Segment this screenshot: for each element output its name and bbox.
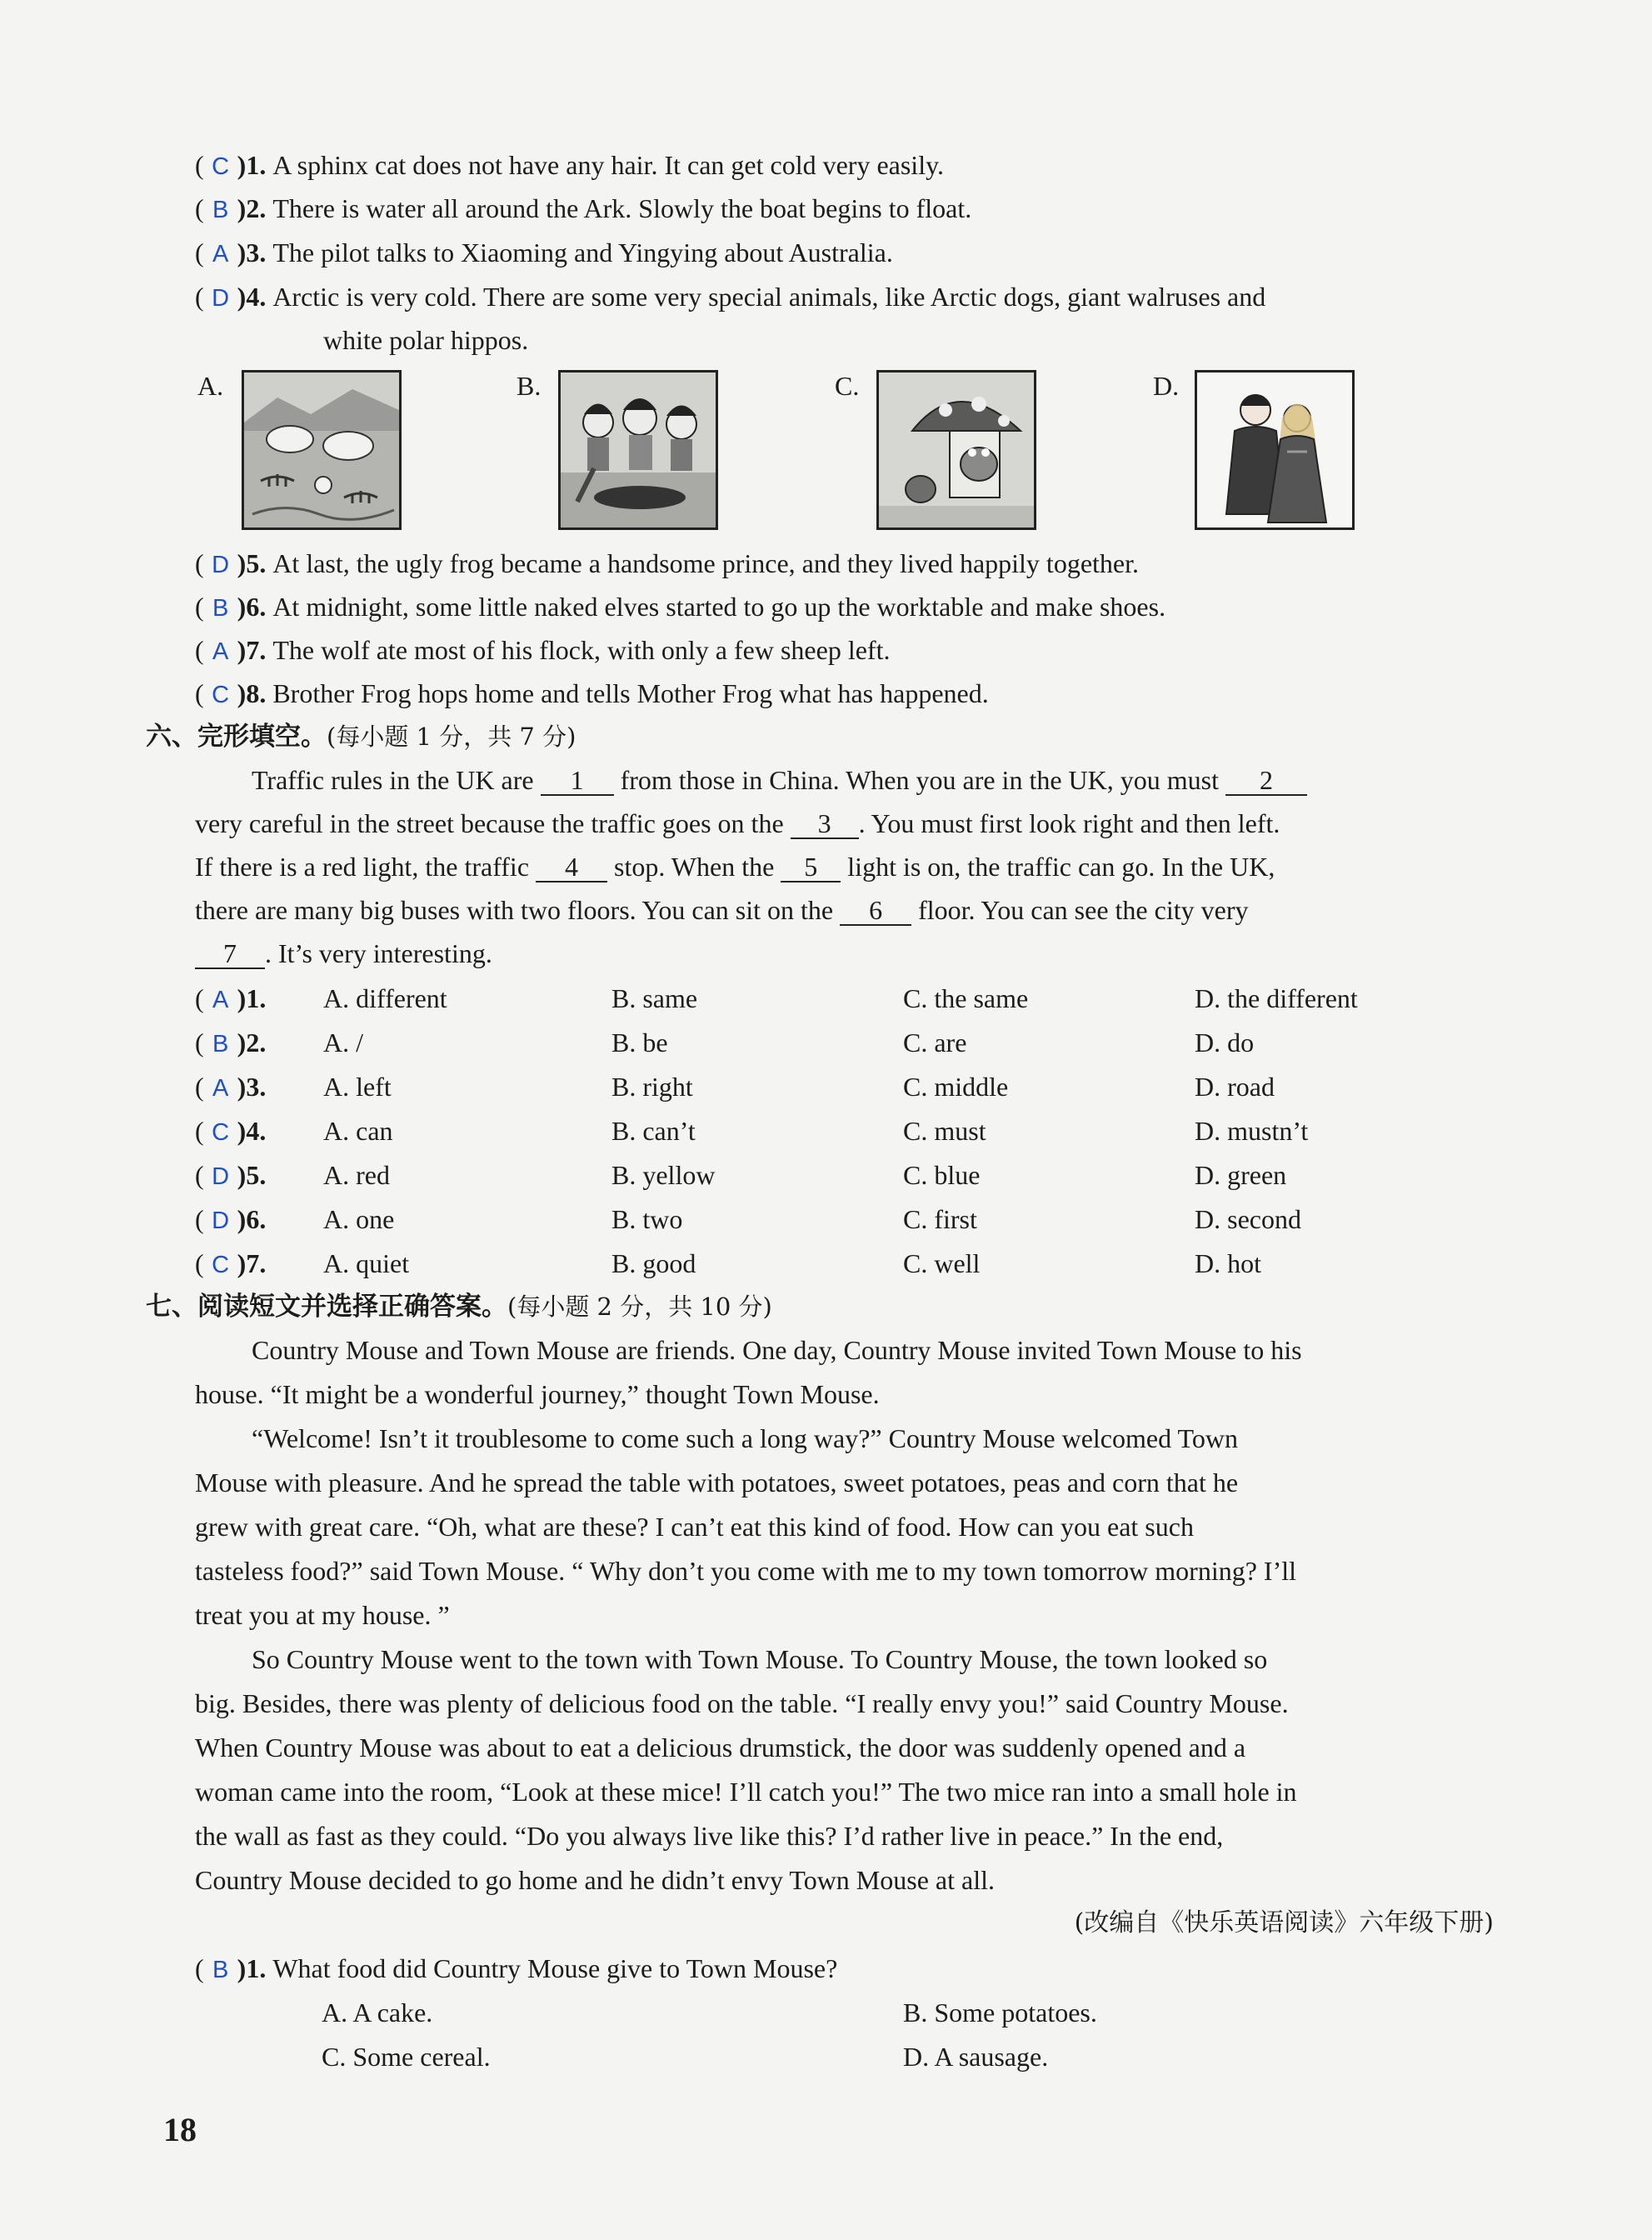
passage-line: the wall as fast as they could. “Do you always live like this? I’d rather live in peace.” In the end,: [195, 1821, 1224, 1851]
option-row: ( D )6.: [195, 1202, 266, 1238]
cloze-line: [252, 758, 1307, 802]
passage-line: Country Mouse and Town Mouse are friends. One day, Country Mouse invited Town Mouse to his: [252, 1335, 1302, 1365]
option-c: C. well: [903, 1248, 981, 1278]
passage-line: When Country Mouse was about to eat a delicious drumstick, the door was suddenly opened and a: [195, 1732, 1246, 1762]
picture-label: B.: [517, 371, 542, 401]
cloze-blank: 2: [1225, 766, 1307, 796]
question-row: ( D )5. At last, the ugly frog became a handsome prince, and they lived happily together.: [195, 547, 1139, 582]
answer-mark: C: [212, 1252, 230, 1278]
option-b: B. good: [611, 1248, 696, 1278]
question-number: )1.: [237, 1953, 267, 1983]
question-row: ( A )3. The pilot talks to Xiaoming and Yingying about Australia.: [195, 236, 893, 271]
option-c: C. middle: [903, 1072, 1009, 1102]
passage-text: from those in China. When you are in the UK, you must: [620, 765, 1219, 795]
option-row: ( C )7.: [195, 1247, 266, 1282]
answer-mark: D: [212, 1208, 230, 1234]
passage-line: house. “It might be a wonderful journey,” thought Town Mouse.: [195, 1379, 880, 1409]
passage-text: floor. You can see the city very: [918, 895, 1249, 925]
question-row: ( B )1. What food did Country Mouse give to Town Mouse?: [195, 1952, 837, 1987]
cloze-blank: 1: [541, 766, 614, 796]
sheep-skeletons-illustration-icon: [242, 370, 402, 530]
question-number: )5.: [237, 548, 267, 578]
option-c: C. first: [903, 1204, 977, 1234]
question-number: )3.: [237, 1072, 267, 1102]
option-b: B. Some potatoes.: [903, 1998, 1097, 2028]
passage-line: woman came into the room, “Look at these mice! I’ll catch you!” The two mice ran into a small hole in: [195, 1777, 1297, 1807]
option-b: B. can’t: [611, 1116, 696, 1146]
question-text: At last, the ugly frog became a handsome prince, and they lived happily together.: [272, 548, 1139, 578]
option-b: B. be: [611, 1028, 668, 1058]
option-d: D. road: [1195, 1072, 1275, 1102]
question-text: Arctic is very cold. There are some very special animals, like Arctic dogs, giant walruses and: [272, 282, 1266, 312]
option-c: C. Some cereal.: [322, 2042, 491, 2072]
answer-mark: A: [212, 638, 229, 665]
section-heading: [146, 1290, 772, 1323]
answer-mark: D: [212, 285, 230, 312]
section-title: 六、完形填空。: [146, 722, 327, 752]
question-text: The pilot talks to Xiaoming and Yingying about Australia.: [272, 238, 893, 268]
cloze-line: [195, 802, 1280, 846]
question-number: )4.: [237, 1116, 267, 1146]
passage-text: . It’s very interesting.: [265, 938, 492, 968]
option-d: D. second: [1195, 1204, 1301, 1234]
passage-line: tasteless food?” said Town Mouse. “ Why don’t you come with me to my town tomorrow morning? I’ll: [195, 1556, 1296, 1586]
picture-label: A.: [197, 371, 224, 401]
passage-text: light is on, the traffic can go. In the UK,: [847, 852, 1275, 882]
passage-line: Mouse with pleasure. And he spread the table with potatoes, sweet potatoes, peas and corn that he: [195, 1468, 1239, 1498]
question-number: )6.: [237, 1204, 267, 1234]
section-note: (每小题 1 分，共 7 分): [327, 722, 576, 751]
section-heading: [146, 720, 576, 753]
answer-mark: C: [212, 153, 230, 180]
answer-mark: A: [212, 1075, 229, 1102]
cloze-line: [195, 932, 492, 976]
option-row: ( D )5.: [195, 1158, 266, 1193]
question-number: )4.: [237, 282, 267, 312]
option-a: A. quiet: [323, 1248, 410, 1278]
option-c: C. blue: [903, 1160, 981, 1190]
question-row: ( D )4. Arctic is very cold. There are some very special animals, like Arctic dogs, giant walruses and: [195, 280, 1265, 315]
option-a: A. red: [323, 1160, 390, 1190]
answer-mark: B: [212, 1957, 229, 1983]
option-b: B. two: [611, 1204, 683, 1234]
cloze-blank: 4: [536, 852, 607, 882]
passage-text: very careful in the street because the traffic goes on the: [195, 808, 784, 838]
option-c: C. must: [903, 1116, 986, 1146]
question-number: )2.: [237, 1028, 267, 1058]
passage-line: big. Besides, there was plenty of delicious food on the table. “I really envy you!” said Country Mouse.: [195, 1688, 1289, 1718]
option-a: A. different: [323, 983, 447, 1013]
prince-princess-illustration-icon: [1195, 370, 1355, 530]
question-number: )2.: [237, 193, 267, 223]
option-row: ( A )3.: [195, 1070, 266, 1105]
option-a: A. can: [323, 1116, 393, 1146]
passage-text: stop. When the: [614, 852, 775, 882]
passage-text: If there is a red light, the traffic: [195, 852, 530, 882]
option-row: ( B )2.: [195, 1026, 266, 1061]
answer-mark: A: [212, 241, 229, 268]
answer-mark: C: [212, 682, 230, 708]
answer-mark: A: [212, 987, 229, 1013]
passage-line: treat you at my house. ”: [195, 1600, 450, 1630]
question-text: The wolf ate most of his flock, with only a few sheep left.: [272, 635, 891, 665]
question-number: )5.: [237, 1160, 267, 1190]
cloze-blank: 5: [781, 852, 841, 882]
cloze-blank: 6: [840, 896, 911, 926]
cloze-blank: 3: [791, 809, 859, 839]
option-c: C. are: [903, 1028, 967, 1058]
picture-label: C.: [835, 371, 860, 401]
question-text: Brother Frog hops home and tells Mother Frog what has happened.: [272, 678, 989, 708]
question-row: ( B )6. At midnight, some little naked elves started to go up the worktable and make shoes.: [195, 590, 1165, 625]
question-number: )7.: [237, 635, 267, 665]
question-text: What food did Country Mouse give to Town Mouse?: [272, 1953, 838, 1983]
question-number: )6.: [237, 592, 267, 622]
option-a: A. one: [323, 1204, 395, 1234]
cloze-line: [195, 845, 1275, 889]
option-b: B. yellow: [611, 1160, 716, 1190]
question-row: ( C )8. Brother Frog hops home and tells Mother Frog what has happened.: [195, 677, 989, 712]
section-title: 七、阅读短文并选择正确答案。: [146, 1292, 507, 1322]
option-d: D. do: [1195, 1028, 1255, 1058]
question-number: )1.: [237, 983, 267, 1013]
passage-text: . You must first look right and then left.: [858, 808, 1280, 838]
option-row: ( C )4.: [195, 1114, 266, 1149]
question-row: ( C )1. A sphinx cat does not have any hair. It can get cold very easily.: [195, 148, 944, 183]
question-row: ( A )7. The wolf ate most of his flock, with only a few sheep left.: [195, 633, 890, 668]
question-text: There is water all around the Ark. Slowly the boat begins to float.: [272, 193, 972, 223]
option-d: D. A sausage.: [903, 2042, 1049, 2072]
option-b: B. right: [611, 1072, 693, 1102]
source-citation: (改编自《快乐英语阅读》六年级下册): [1074, 1908, 1494, 1938]
option-a: A. /: [323, 1028, 363, 1058]
answer-mark: D: [212, 552, 230, 578]
passage-line: So Country Mouse went to the town with Town Mouse. To Country Mouse, the town looked so: [252, 1644, 1268, 1674]
option-d: D. mustn’t: [1195, 1116, 1309, 1146]
picture-label: D.: [1153, 371, 1180, 401]
option-a: A. A cake.: [322, 1998, 433, 2028]
question-number: )7.: [237, 1248, 267, 1278]
question-number: )8.: [237, 678, 267, 708]
passage-text: there are many big buses with two floors. You can sit on the: [195, 895, 834, 925]
elves-shoemaking-illustration-icon: [558, 370, 718, 530]
option-a: A. left: [323, 1072, 392, 1102]
option-row: ( A )1.: [195, 982, 266, 1017]
answer-mark: B: [212, 595, 229, 622]
question-number: )3.: [237, 238, 267, 268]
question-text: At midnight, some little naked elves started to go up the worktable and make shoes.: [272, 592, 1166, 622]
option-d: D. green: [1195, 1160, 1287, 1190]
passage-text: Traffic rules in the UK are: [252, 765, 534, 795]
answer-mark: B: [212, 197, 229, 223]
section-note: (每小题 2 分，共 10 分): [507, 1292, 772, 1321]
passage-line: “Welcome! Isn’t it troublesome to come such a long way?” Country Mouse welcomed Town: [252, 1423, 1238, 1453]
option-b: B. same: [611, 983, 698, 1013]
answer-mark: D: [212, 1163, 230, 1190]
page-number: 18: [163, 2111, 197, 2148]
option-c: C. the same: [903, 983, 1029, 1013]
option-d: D. the different: [1195, 983, 1358, 1013]
answer-mark: B: [212, 1031, 229, 1058]
option-d: D. hot: [1195, 1248, 1261, 1278]
answer-mark: C: [212, 1119, 230, 1146]
passage-line: Country Mouse decided to go home and he didn’t envy Town Mouse at all.: [195, 1865, 995, 1895]
question-row: ( B )2. There is water all around the Ark. Slowly the boat begins to float.: [195, 192, 971, 227]
passage-line: grew with great care. “Oh, what are these? I can’t eat this kind of food. How can you eat such: [195, 1512, 1194, 1542]
cloze-line: [195, 888, 1248, 932]
question-text: A sphinx cat does not have any hair. It can get cold very easily.: [272, 150, 944, 180]
frog-mushroom-house-illustration-icon: [876, 370, 1036, 530]
cloze-blank: 7: [195, 939, 265, 969]
question-number: )1.: [237, 150, 267, 180]
question-text-continued: white polar hippos.: [323, 325, 529, 355]
